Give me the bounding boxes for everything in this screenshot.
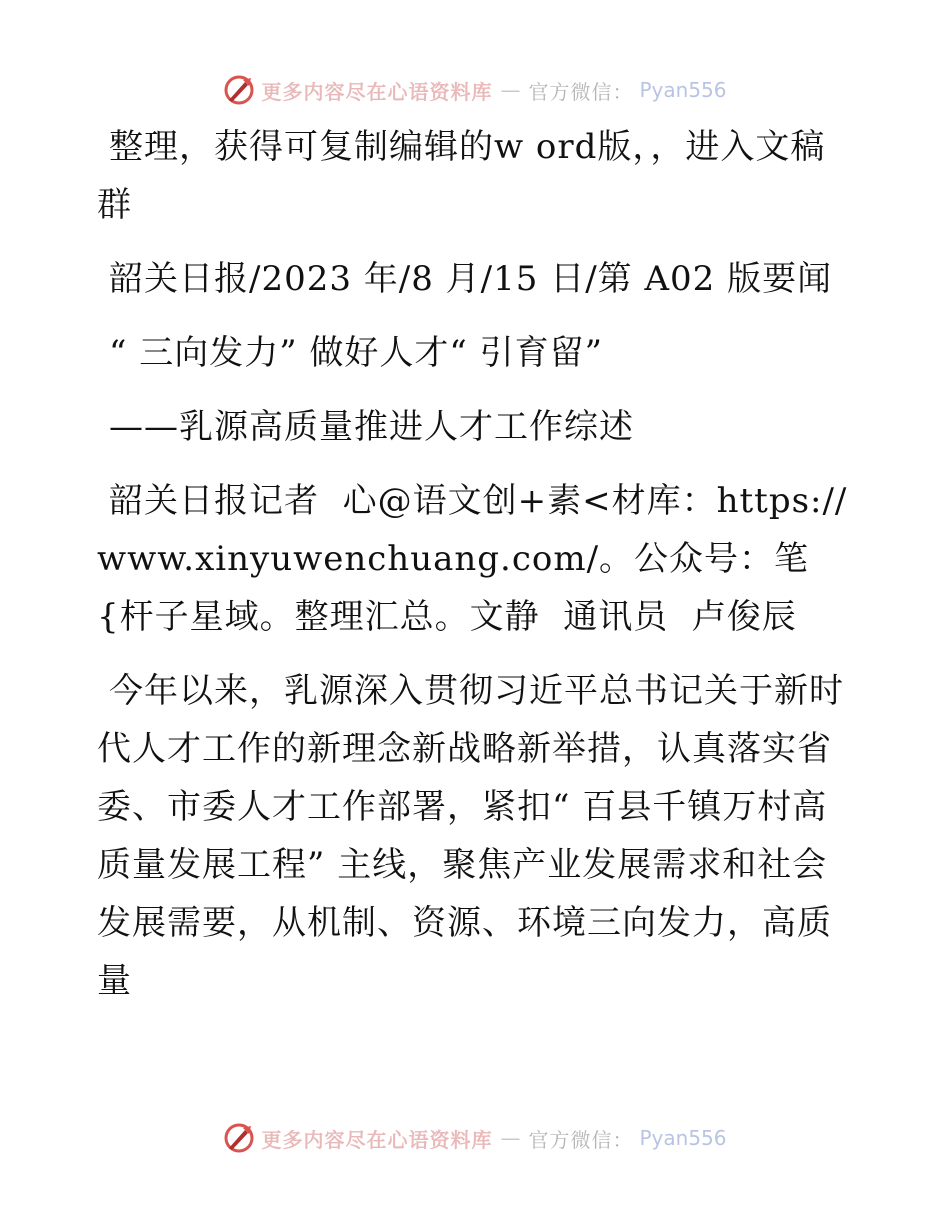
document-body [97, 118, 857, 1026]
watermark-separator: — [500, 1126, 521, 1150]
watermark-brand: 更多内容尽在心语资料库 [261, 1127, 493, 1152]
quill-logo-icon [223, 1122, 255, 1154]
byline: 韶关日报记者 心@语文创+素<材库：https://www.xinyuwenchuang.com/。公众号：笔{杆子星域。整理汇总。文静 通讯员 卢俊辰 [97, 481, 848, 637]
watermark-account: Pyan556 [639, 1126, 727, 1150]
watermark-brand: 更多内容尽在心语资料库 [261, 79, 493, 104]
subheadline: ——乳源高质量推进人才工作综述 [109, 407, 634, 447]
headline: “ 三向发力” 做好人才“ 引育留” [109, 333, 603, 373]
intro-text: 整理，获得可复制编辑的w ord版，，进入文稿群 [97, 127, 826, 225]
watermark-header [0, 70, 950, 110]
watermark-account: Pyan556 [639, 78, 727, 102]
source-line: 韶关日报/2023 年/8 月/15 日/第 A02 版要闻 [109, 259, 833, 299]
watermark-footer [0, 1118, 950, 1158]
body-paragraph: 今年以来，乳源深入贯彻习近平总书记关于新时代人才工作的新理念新战略新举措，认真落实省委、市委人才工作部署，紧扣“ 百县千镇万村高质量发展工程” 主线，聚焦产业发展需求和社会发展需要，从机制、资源、环境三向发力，高质量 [97, 671, 844, 1001]
watermark-label: 官方微信： [528, 79, 634, 104]
watermark-label: 官方微信： [528, 1127, 634, 1152]
quill-logo-icon [223, 74, 255, 106]
watermark-separator: — [500, 78, 521, 102]
